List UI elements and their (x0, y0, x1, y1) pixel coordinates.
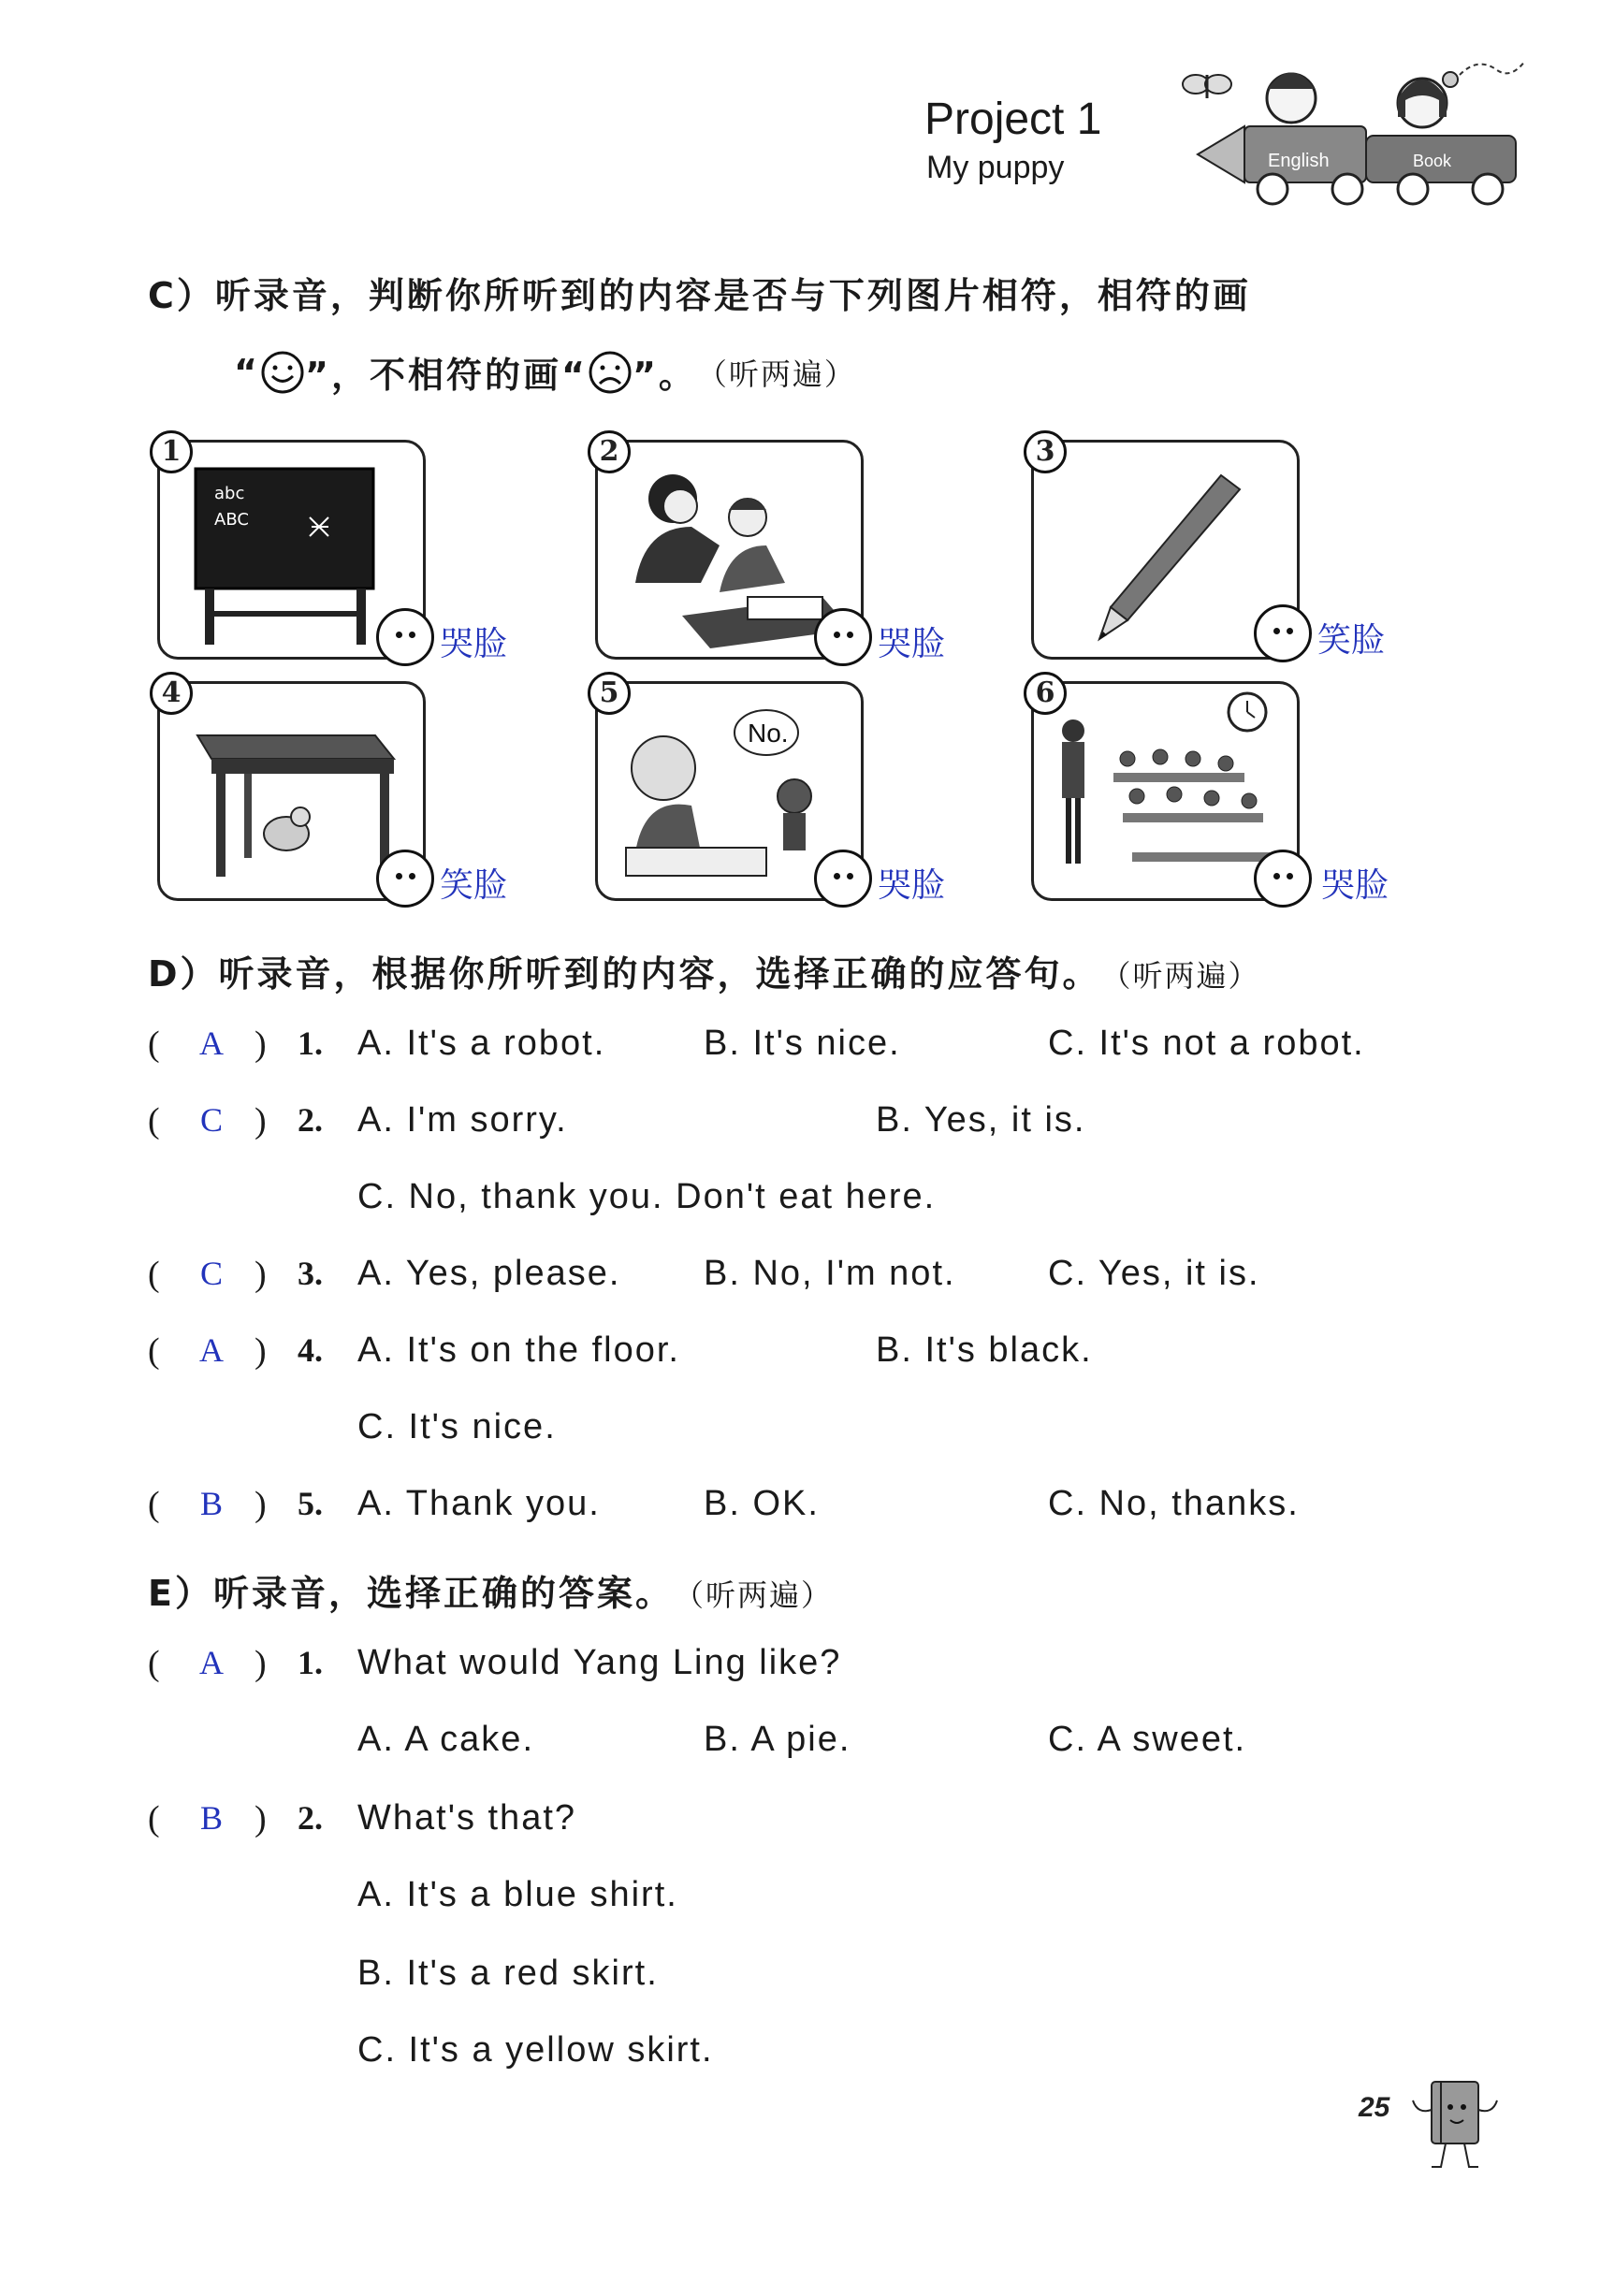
d2-answer: C (199, 1101, 223, 1139)
picture-number-3: 3 (1024, 430, 1067, 473)
section-c-instruction-line2 (234, 346, 856, 398)
bee-icon (1443, 72, 1458, 87)
answer-mark-6: 哭脸 (1321, 866, 1389, 905)
d2-option-a: A. I'm sorry. (357, 1100, 568, 1140)
answer-face-1 (376, 608, 434, 666)
answer-face-2 (814, 608, 872, 666)
paren-open: ( (148, 1255, 160, 1294)
section-d-note: （听两遍） (1100, 958, 1260, 994)
answer-mark-2: 哭脸 (878, 625, 946, 663)
e2-answer: B (199, 1799, 223, 1837)
d4-answer: A (199, 1331, 224, 1369)
answer-face-6 (1254, 850, 1312, 908)
sad-face-icon (588, 350, 633, 395)
picture-number-5: 5 (588, 672, 631, 715)
section-e-heading (148, 1564, 833, 1616)
answer-face-5 (814, 850, 872, 908)
e1-number: 1. (298, 1644, 323, 1681)
kids-on-pencil-car-illustration (1160, 47, 1535, 215)
e1-option-c: C. A sweet. (1048, 1720, 1247, 1759)
section-e-instruction: E）听录音，选择正确的答案。 (148, 1573, 674, 1614)
answer-mark-5: 哭脸 (878, 866, 946, 905)
butterfly-icon (1183, 75, 1231, 98)
d1-option-b: B. It's nice. (704, 1024, 901, 1063)
paren-close: ) (255, 1644, 267, 1683)
speech-bubble-text: No. (748, 719, 789, 748)
paren-close: ) (255, 1485, 267, 1524)
section-d-instruction: D）听录音，根据你所听到的内容，选择正确的应答句。 (148, 953, 1101, 995)
paren-close: ) (255, 1101, 267, 1141)
e2-option-c: C. It's a yellow skirt. (357, 2030, 714, 2070)
e1-answer: A (199, 1644, 224, 1681)
book-character-icon (1404, 2068, 1506, 2180)
d4-option-a: A. It's on the floor. (357, 1330, 680, 1370)
quote-open: “ (234, 351, 260, 393)
d3-answer: C (199, 1255, 223, 1292)
paren-open: ( (148, 1485, 160, 1524)
e1-option-b: B. A pie. (704, 1720, 851, 1759)
paren-open: ( (148, 1799, 160, 1838)
e2-number: 2. (298, 1799, 323, 1837)
answer-face-3 (1254, 604, 1312, 662)
d4-option-c: C. It's nice. (357, 1407, 557, 1446)
d5-answer: B (199, 1485, 223, 1522)
picture-number-2: 2 (588, 430, 631, 473)
quote-mid: ”，不相符的画“ (304, 355, 588, 396)
d3-option-b: B. No, I'm not. (704, 1254, 956, 1293)
section-c-instruction: C）听录音，判断你所听到的内容是否与下列图片相符，相符的画 (148, 275, 1251, 316)
paren-open: ( (148, 1024, 160, 1064)
e2-option-b: B. It's a red skirt. (357, 1954, 659, 1993)
d2-option-c: C. No, thank you. Don't eat here. (357, 1177, 937, 1216)
d4-option-b: B. It's black. (876, 1330, 1093, 1370)
paren-close: ) (255, 1331, 267, 1371)
smiley-face-icon (260, 350, 305, 395)
d1-answer: A (199, 1024, 224, 1062)
paren-open: ( (148, 1101, 160, 1141)
d3-option-a: A. Yes, please. (357, 1254, 621, 1293)
d1-option-c: C. It's not a robot. (1048, 1024, 1365, 1063)
e1-option-a: A. A cake. (357, 1720, 534, 1759)
section-e-note: （听两遍） (673, 1577, 833, 1613)
quote-close: ”。 (632, 355, 697, 396)
d1-number: 1. (298, 1024, 323, 1062)
picture-number-4: 4 (150, 672, 193, 715)
badge-book: Book (1413, 152, 1452, 170)
answer-mark-1: 哭脸 (440, 625, 508, 663)
project-subtitle: My puppy (926, 150, 1065, 185)
e1-question: What would Yang Ling like? (357, 1643, 842, 1682)
section-d-heading (148, 945, 1260, 996)
d2-option-b: B. Yes, it is. (876, 1100, 1086, 1140)
paren-close: ) (255, 1024, 267, 1064)
d1-option-a: A. It's a robot. (357, 1024, 606, 1063)
d3-option-c: C. Yes, it is. (1048, 1254, 1260, 1293)
paren-close: ) (255, 1255, 267, 1294)
badge-english: English (1268, 151, 1330, 171)
project-title: Project 1 (924, 94, 1102, 144)
d5-option-a: A. Thank you. (357, 1484, 601, 1523)
listen-twice-note: （听两遍） (696, 356, 856, 392)
picture-number-6: 6 (1024, 672, 1067, 715)
d4-number: 4. (298, 1331, 323, 1369)
paren-open: ( (148, 1644, 160, 1683)
paren-close: ) (255, 1799, 267, 1838)
board-text-ABC: ABC (214, 510, 249, 530)
d5-option-c: C. No, thanks. (1048, 1484, 1300, 1523)
d5-option-b: B. OK. (704, 1484, 820, 1523)
e2-option-a: A. It's a blue shirt. (357, 1875, 678, 1914)
e2-question: What's that? (357, 1798, 577, 1838)
board-text-abc: abc (214, 484, 245, 503)
answer-face-4 (376, 850, 434, 908)
d3-number: 3. (298, 1255, 323, 1292)
answer-mark-4: 笑脸 (440, 866, 508, 905)
answer-mark-3: 笑脸 (1317, 621, 1386, 660)
d5-number: 5. (298, 1485, 323, 1522)
d2-number: 2. (298, 1101, 323, 1139)
paren-open: ( (148, 1331, 160, 1371)
picture-number-1: 1 (150, 430, 193, 473)
page-number: 25 (1359, 2092, 1390, 2123)
